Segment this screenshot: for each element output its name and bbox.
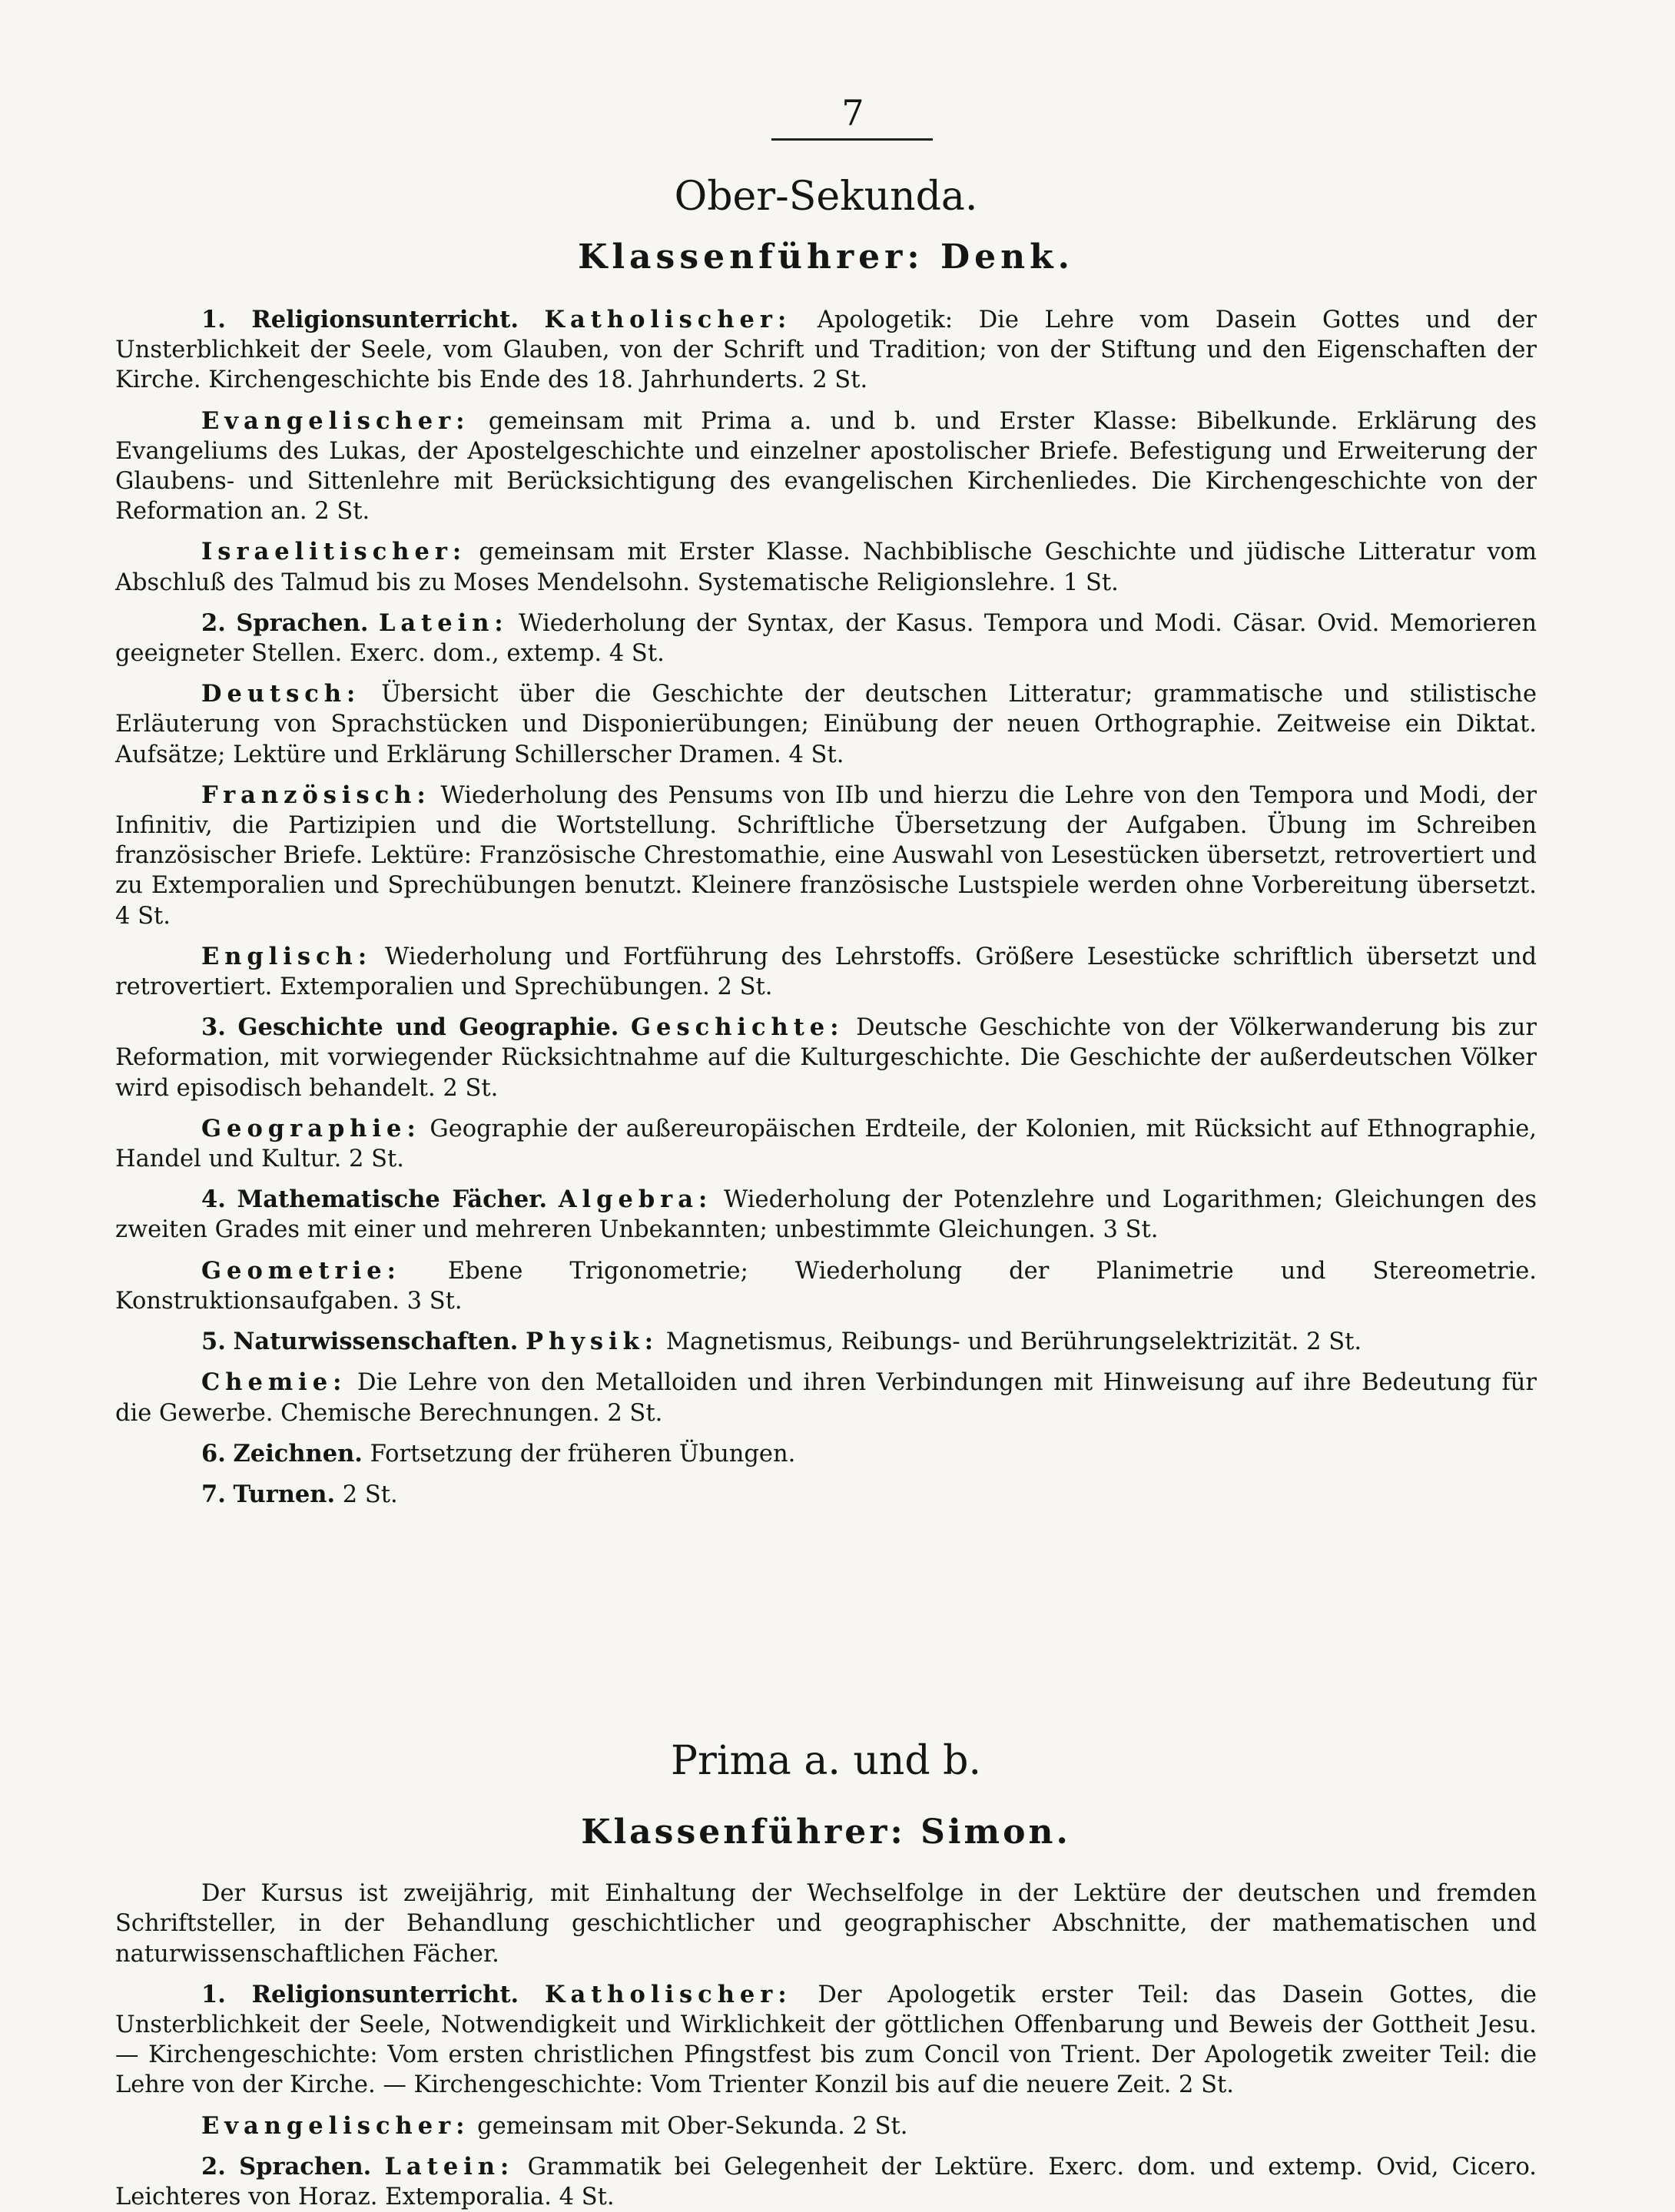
subject-label: Englisch: — [201, 942, 373, 970]
subject-text: Wiederholung der Potenzlehre und Logarithmen; Gleichungen des zweiten Grades mit einer und mehreren Unbekannten; unbestimmte Gleichungen. 3 St. — [115, 1186, 1537, 1244]
subject-paragraph — [115, 305, 1537, 396]
subject-label: Geometrie: — [201, 1256, 401, 1285]
page-number-rule — [771, 138, 933, 141]
subject-paragraph — [115, 1256, 1537, 1316]
subject-heading: Zeichnen. — [233, 1439, 363, 1467]
intro-paragraph — [115, 1879, 1537, 1969]
subject-label: Algebra: — [558, 1186, 713, 1214]
page — [115, 92, 1537, 2212]
class-leader-line — [115, 236, 1537, 279]
subject-paragraph — [115, 2111, 1537, 2141]
subject-paragraph — [115, 1368, 1537, 1428]
page-number: 7 — [841, 92, 864, 134]
subject-label: Latein: — [378, 609, 509, 637]
subject-text: Übersicht über die Geschichte der deutschen Litteratur; grammatische und stilistische Erläuterung von Sprachstücken und Disponierübungen; Einübung der neuen Orthographie. Zeitweise ein Diktat. Aufsätze; Lektüre und Erklärung Schillerscher Dramen. 4 St. — [115, 681, 1537, 768]
section-body-ober-sekunda — [115, 305, 1537, 1510]
section-body-prima — [115, 1879, 1537, 2212]
subject-label: Französisch: — [201, 781, 431, 809]
subject-text: Der Kursus ist zweijährig, mit Einhaltung der Wechselfolge in der Lektüre der deutschen und fremden Schriftsteller, in der Behandlung geschichtlicher und geographischer Abschnitte, der mathematischen und naturwissenschaftlichen Fächer. — [115, 1880, 1537, 1968]
subject-paragraph — [115, 781, 1537, 931]
subject-paragraph — [115, 609, 1537, 668]
subject-paragraph — [115, 2152, 1537, 2212]
subject-paragraph — [115, 1327, 1537, 1357]
subject-label: Physik: — [526, 1328, 659, 1356]
subject-text: gemeinsam mit Erster Klasse. Nachbiblische Geschichte und jüdische Litteratur vom Abschluß des Talmud bis zu Moses Mendelsohn. Systematische Religionslehre. 1 St. — [115, 539, 1537, 596]
subject-number: 1. — [201, 1980, 226, 2008]
subject-heading: Religionsunterricht. — [251, 306, 519, 333]
subject-paragraph — [115, 1439, 1537, 1469]
subject-label: Evangelischer: — [201, 2111, 470, 2140]
subject-paragraph — [115, 537, 1537, 597]
class-leader-line — [115, 1811, 1537, 1854]
subject-paragraph — [115, 1980, 1537, 2101]
subject-paragraph — [115, 406, 1537, 527]
subject-paragraph — [115, 1185, 1537, 1245]
subject-heading: Sprachen. — [239, 2152, 372, 2180]
subject-label: Chemie: — [201, 1368, 347, 1397]
subject-text: Fortsetzung der früheren Übungen. — [370, 1440, 796, 1467]
subject-number: 6. — [201, 1439, 226, 1467]
class-leader-label: Klassenführer: — [578, 237, 924, 277]
subject-number: 7. — [201, 1480, 226, 1508]
subject-paragraph — [115, 679, 1537, 770]
subject-number: 3. — [201, 1013, 226, 1042]
subject-text: gemeinsam mit Ober-Sekunda. 2 St. — [477, 2112, 908, 2140]
subject-text: Wiederholung des Pensums von IIb und hierzu die Lehre von den Tempora und Modi, der Infinitiv, die Partizipien und die Wortstellung. Schriftliche Übersetzung der Aufgaben. Übung im Schreiben französischer Briefe. Lektüre: Französische Chrestomathie, eine Auswahl von Lesestücken übersetzt, retrovertiert und zu Extemporalien und Sprechübungen benutzt. Kleinere französische Lustspiele werden ohne Vorbereitung übersetzt. 4 St. — [115, 781, 1537, 930]
subject-text: Wiederholung der Syntax, der Kasus. Tempora und Modi. Cäsar. Ovid. Memorieren geeigneter Stellen. Exerc. dom., extemp. 4 St. — [115, 609, 1537, 668]
section-title-prima: Prima a. und b. — [671, 1738, 981, 1785]
subject-number: 4. — [201, 1186, 226, 1214]
subject-text: Apologetik: Die Lehre vom Dasein Gottes und der Unsterblichkeit der Seele, vom Glauben, von der Schrift und Tradition; von der Stiftung und den Eigenschaften der Kirche. Kirchengeschichte bis Ende des 18. Jahrhunderts. 2 St. — [115, 307, 1537, 394]
subject-label: Deutsch: — [201, 680, 361, 708]
subject-label: Katholischer: — [544, 1980, 792, 2008]
subject-label: Geographie: — [201, 1114, 421, 1142]
class-leader-name: Simon. — [920, 1812, 1071, 1852]
subject-number: 2. — [201, 2152, 226, 2180]
subject-label: Israelitischer: — [201, 538, 467, 566]
subject-heading: Geschichte und Geographie. — [237, 1013, 619, 1042]
subject-label: Evangelischer: — [201, 406, 470, 435]
section-title-ober-sekunda: Ober-Sekunda. — [674, 174, 978, 220]
subject-text: Grammatik bei Gelegenheit der Lektüre. Exerc. dom. und extemp. Ovid, Cicero. Leichteres von Horaz. Extemporalia. 4 St. — [115, 2153, 1537, 2210]
subject-heading: Sprachen. — [236, 609, 369, 637]
subject-text: Geographie der außereuropäischen Erdteile, der Kolonien, mit Rücksicht auf Ethnographie, Handel und Kultur. 2 St. — [115, 1115, 1537, 1173]
subject-text: Ebene Trigonometrie; Wiederholung der Planimetrie und Stereometrie. Konstruktionsaufgaben. 3 St. — [115, 1257, 1537, 1315]
subject-label: Geschichte: — [631, 1013, 844, 1042]
subject-text: gemeinsam mit Prima a. und b. und Erster Klasse: Bibelkunde. Erklärung des Evangeliums des Lukas, der Apostelgeschichte und einzelner apostolischer Briefe. Befestigung und Erweiterung der Glaubens- und Sittenlehre mit Berücksichtigung des evangelischen Kirchenliedes. Die Kirchengeschichte von der Reformation an. 2 St. — [115, 407, 1537, 526]
subject-number: 1. — [201, 306, 226, 333]
subject-label: Katholischer: — [544, 306, 792, 333]
subject-text: 2 St. — [342, 1481, 398, 1508]
subject-heading: Naturwissenschaften. — [233, 1328, 519, 1356]
subject-label: Latein: — [384, 2152, 515, 2180]
subject-heading: Mathematische Fächer. — [237, 1186, 548, 1214]
subject-text: Der Apologetik erster Teil: das Dasein Gottes, die Unsterblichkeit der Seele, Notwendigkeit und Wirklichkeit der göttlichen Offenbarung und Beweis der Gottheit Jesu. — Kirchengeschichte: Vom ersten christlichen Pfingstfest bis zum Concil von Trient. Der Apologetik zweiter Teil: die Lehre von der Kirche. — Kirchengeschichte: Vom Trienter Konzil bis auf die neuere Zeit. 2 St. — [115, 1981, 1537, 2099]
subject-heading: Religionsunterricht. — [251, 1980, 519, 2008]
subject-number: 2. — [201, 609, 226, 637]
class-leader-label: Klassenführer: — [581, 1812, 906, 1852]
subject-paragraph — [115, 1480, 1537, 1510]
subject-text: Die Lehre von den Metalloiden und ihren Verbindungen mit Hinweisung auf ihre Bedeutung für die Gewerbe. Chemische Berechnungen. 2 St. — [115, 1369, 1537, 1427]
subject-heading: Turnen. — [233, 1480, 336, 1508]
subject-paragraph — [115, 1114, 1537, 1174]
class-leader-name: Denk. — [940, 237, 1074, 277]
subject-number: 5. — [201, 1328, 226, 1356]
subject-text: Deutsche Geschichte von der Völkerwanderung bis zur Reformation, mit vorwiegender Rücksichtnahme auf die Kulturgeschichte. Die Geschichte der außerdeutschen Völker wird episodisch behandelt. 2 St. — [115, 1014, 1537, 1102]
subject-paragraph — [115, 1013, 1537, 1103]
subject-text: Magnetismus, Reibungs- und Berührungselektrizität. 2 St. — [665, 1328, 1362, 1356]
subject-text: Wiederholung und Fortführung des Lehrstoffs. Größere Lesestücke schriftlich übersetzt und retrovertiert. Extemporalien und Sprechübungen. 2 St. — [115, 943, 1537, 1001]
subject-paragraph — [115, 942, 1537, 1002]
